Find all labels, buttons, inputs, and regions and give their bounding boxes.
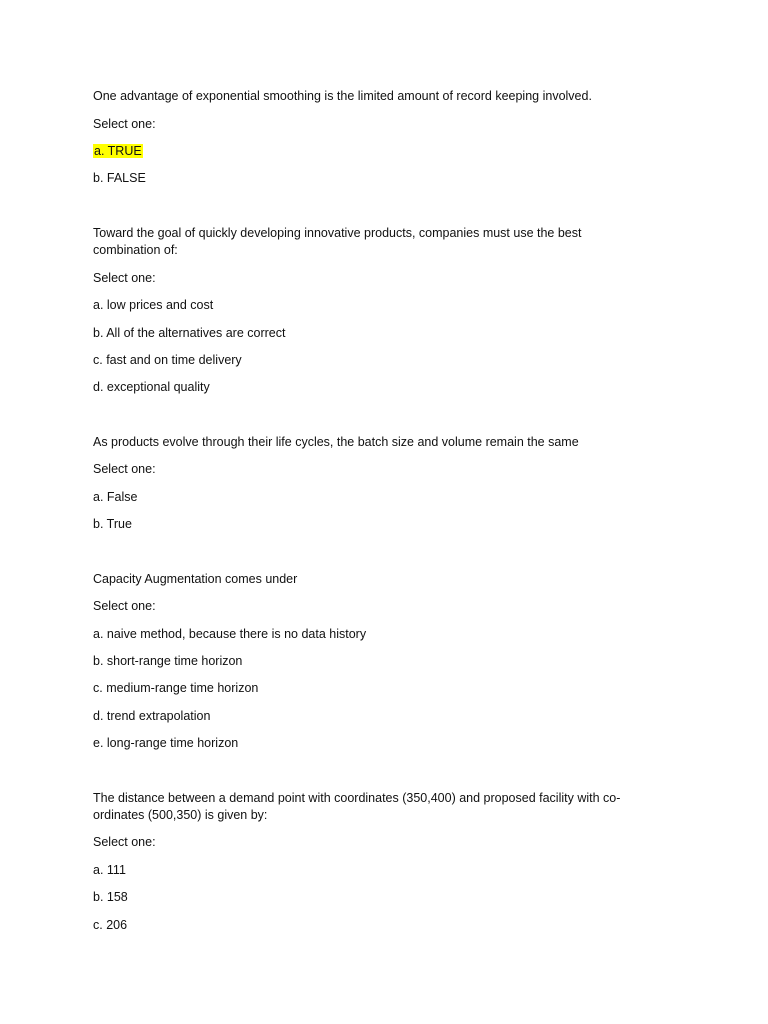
- question-5-option-b: b. 158: [93, 890, 128, 904]
- question-1-prompt: Select one:: [93, 117, 156, 131]
- question-2-option-d: d. exceptional quality: [93, 380, 210, 394]
- question-1-option-b: b. FALSE: [93, 171, 146, 185]
- question-2-text-line-2: combination of:: [93, 243, 178, 257]
- question-4-option-c: c. medium-range time horizon: [93, 681, 259, 695]
- question-1-option-a: [93, 143, 143, 159]
- question-3-option-b: b. True: [93, 517, 132, 531]
- question-1-option-a-highlight: a. TRUE: [94, 144, 142, 158]
- question-5-option-c: c. 206: [93, 918, 128, 932]
- question-4-option-a: a. naive method, because there is no data history: [93, 627, 367, 641]
- question-2-option-a: a. low prices and cost: [93, 298, 214, 312]
- question-3-prompt: Select one:: [93, 462, 156, 476]
- question-2-option-b: b. All of the alternatives are correct: [93, 326, 286, 340]
- question-4-option-d: d. trend extrapolation: [93, 709, 211, 723]
- question-1-text: One advantage of exponential smoothing is the limited amount of record keeping involved.: [93, 89, 592, 103]
- question-3-text: As products evolve through their life cycles, the batch size and volume remain the same: [93, 435, 579, 449]
- question-5-text-line-2: ordinates (500,350) is given by:: [93, 808, 268, 822]
- question-5-prompt: Select one:: [93, 835, 156, 849]
- question-5-option-a: a. 111: [93, 863, 126, 877]
- question-3-option-a: a. False: [93, 490, 138, 504]
- question-4-prompt: Select one:: [93, 599, 156, 613]
- question-2-prompt: Select one:: [93, 271, 156, 285]
- question-2-option-c: c. fast and on time delivery: [93, 353, 242, 367]
- question-4-option-b: b. short-range time horizon: [93, 654, 243, 668]
- question-4-text: Capacity Augmentation comes under: [93, 572, 298, 586]
- question-5-text-line-1: The distance between a demand point with coordinates (350,400) and proposed facility with co-: [93, 791, 621, 805]
- question-2-text-line-1: Toward the goal of quickly developing innovative products, companies must use the best: [93, 226, 582, 240]
- question-4-option-e: e. long-range time horizon: [93, 736, 239, 750]
